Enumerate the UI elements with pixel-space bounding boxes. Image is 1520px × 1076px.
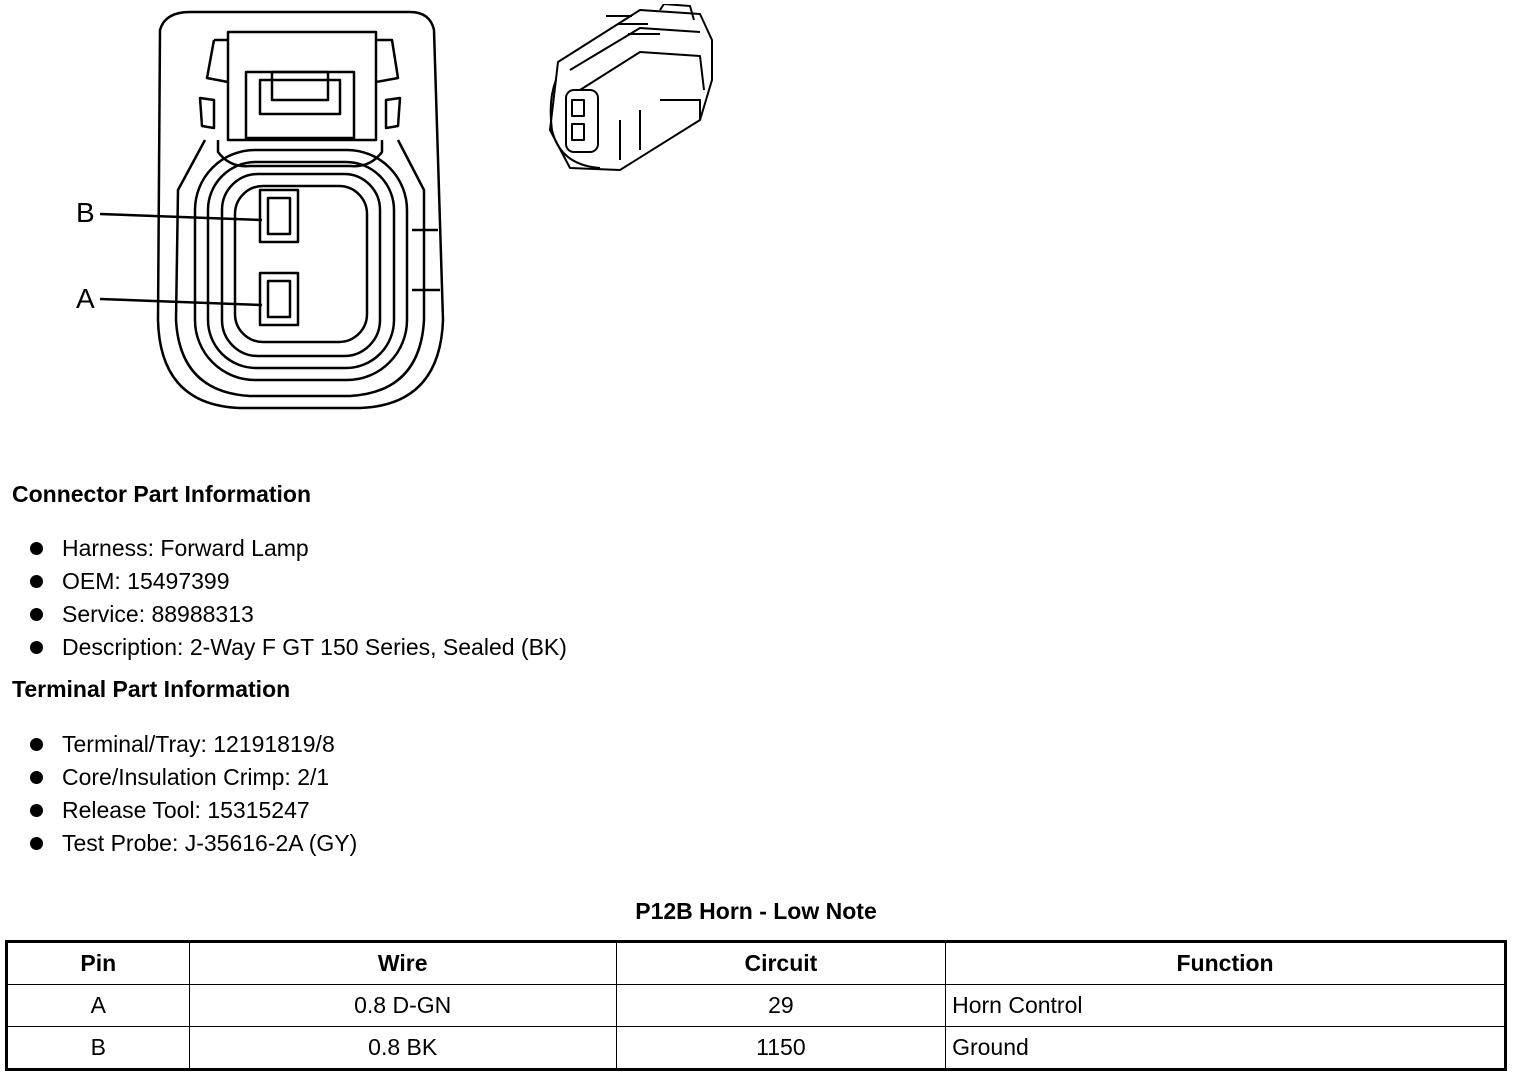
table-caption: P12B Horn - Low Note xyxy=(635,898,877,924)
bullet-icon xyxy=(30,738,43,751)
cell-pin: A xyxy=(7,985,190,1027)
bullet-icon xyxy=(30,575,43,588)
terminal-part-info-list xyxy=(28,728,357,860)
bullet-icon xyxy=(30,804,43,817)
table-row xyxy=(7,1027,1506,1070)
list-item xyxy=(28,565,567,598)
list-item xyxy=(28,728,357,761)
cell-wire: 0.8 BK xyxy=(189,1027,616,1070)
cell-function: Horn Control xyxy=(946,985,1506,1027)
pin-label-a: A xyxy=(76,283,95,314)
list-item xyxy=(28,794,357,827)
connector-face-diagram xyxy=(60,8,460,418)
connector-part-info-title: Connector Part Information xyxy=(12,481,312,507)
list-item xyxy=(28,631,567,664)
list-item-text: Core/Insulation Crimp: 2/1 xyxy=(62,764,330,790)
bullet-icon xyxy=(30,542,43,555)
header-pin: Pin xyxy=(7,942,190,985)
header-circuit: Circuit xyxy=(616,942,945,985)
list-item-text: Description: 2-Way F GT 150 Series, Sealed (BK) xyxy=(62,634,567,660)
pin-label-b: B xyxy=(76,197,95,228)
list-item xyxy=(28,761,357,794)
cell-wire: 0.8 D-GN xyxy=(189,985,616,1027)
bullet-icon xyxy=(30,771,43,784)
list-item-text: Harness: Forward Lamp xyxy=(62,535,309,561)
list-item-text: Release Tool: 15315247 xyxy=(62,797,310,823)
connector-part-info-list xyxy=(28,532,567,664)
list-item xyxy=(28,532,567,565)
table-header-row xyxy=(7,942,1506,985)
list-item-text: Test Probe: J-35616-2A (GY) xyxy=(62,830,358,856)
bullet-icon xyxy=(30,641,43,654)
list-item-text: Service: 88988313 xyxy=(62,601,254,627)
bullet-icon xyxy=(30,837,43,850)
pinout-table xyxy=(5,940,1507,1071)
cell-pin: B xyxy=(7,1027,190,1070)
connector-isometric-diagram xyxy=(540,4,720,184)
list-item xyxy=(28,827,357,860)
cell-function: Ground xyxy=(946,1027,1506,1070)
terminal-part-info-title: Terminal Part Information xyxy=(12,676,291,702)
list-item-text: OEM: 15497399 xyxy=(62,568,230,594)
list-item xyxy=(28,598,567,631)
cell-circuit: 1150 xyxy=(616,1027,945,1070)
bullet-icon xyxy=(30,608,43,621)
header-wire: Wire xyxy=(189,942,616,985)
list-item-text: Terminal/Tray: 12191819/8 xyxy=(62,731,335,757)
cell-circuit: 29 xyxy=(616,985,945,1027)
header-function: Function xyxy=(946,942,1506,985)
table-row xyxy=(7,985,1506,1027)
